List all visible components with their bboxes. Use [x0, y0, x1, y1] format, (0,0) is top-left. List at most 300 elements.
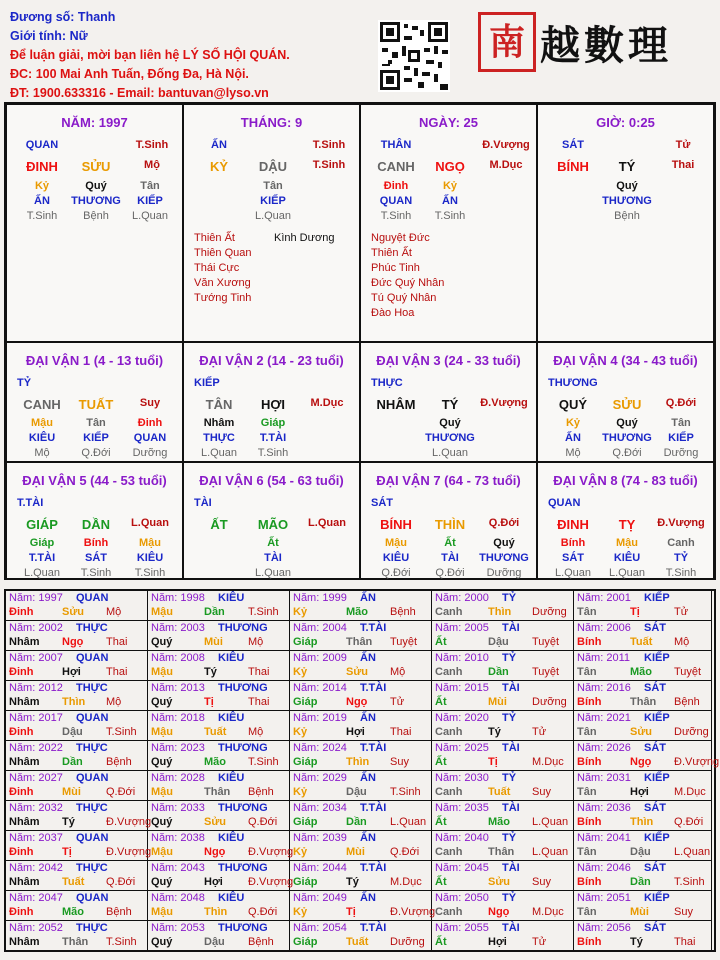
luck-hidden-god: SÁT — [562, 552, 584, 564]
year-branch: Dần — [630, 876, 651, 888]
year-label: Năm: 1997 — [9, 592, 63, 604]
year-phase: Dưỡng — [532, 606, 567, 618]
year-cell — [6, 801, 152, 831]
year-god: T.TÀI — [360, 922, 387, 934]
star-item: Tướng Tinh — [194, 292, 252, 304]
hidden-phase: L.Quan — [254, 210, 292, 222]
year-phase: Bệnh — [106, 756, 132, 768]
year-stem: Ất — [435, 756, 447, 768]
luck-hidden-god: KIẾP — [83, 432, 109, 444]
luck-god: TÀI — [194, 497, 212, 509]
luck-phase: Q.Đới — [488, 517, 520, 529]
year-stem: Canh — [435, 906, 463, 918]
luck-branch: TUẤT — [78, 397, 114, 412]
luck-hidden-phase: T.Sinh — [134, 567, 166, 579]
year-label: Năm: 2030 — [435, 772, 489, 784]
year-branch: Ngọ — [204, 846, 226, 858]
luck-hidden-stem: Bính — [560, 537, 586, 549]
luck-title: ĐẠI VẬN 7 (64 - 73 tuổi) — [376, 473, 521, 488]
year-phase: Mộ — [106, 696, 122, 708]
year-god: QUAN — [76, 712, 109, 724]
luck-hidden-phase: Q.Đới — [612, 447, 642, 459]
luck-hidden-god: TỶ — [673, 552, 689, 564]
luck-hidden-phase: Dưỡng — [486, 567, 522, 579]
year-branch: Mão — [346, 606, 368, 618]
year-label: Năm: 2021 — [577, 712, 631, 724]
year-stem: Canh — [435, 726, 463, 738]
year-label: Năm: 2022 — [9, 742, 63, 754]
year-stem: Bính — [577, 756, 602, 768]
luck-hidden-god: KIÊU — [28, 432, 56, 444]
year-stem: Bính — [577, 696, 602, 708]
year-label: Năm: 2017 — [9, 712, 63, 724]
year-cell — [290, 801, 432, 831]
year-label: Năm: 2047 — [9, 892, 63, 904]
year-cell — [290, 621, 432, 651]
year-label: Năm: 2046 — [577, 862, 631, 874]
year-branch: Mão — [630, 666, 652, 678]
year-stem: Mậu — [151, 906, 173, 918]
year-branch: Thân — [630, 696, 657, 708]
year-god: TỶ — [502, 892, 517, 904]
year-branch: Tị — [346, 906, 356, 918]
luck-hidden-phase: Q.Đới — [381, 567, 411, 579]
luck-hidden-stem: Quý — [439, 417, 461, 429]
luck-hidden-phase: Mộ — [34, 447, 50, 459]
year-label: Năm: 1999 — [293, 592, 347, 604]
year-branch: Thân — [204, 786, 231, 798]
year-label: Năm: 2031 — [577, 772, 631, 784]
year-cell — [290, 741, 432, 771]
year-label: Năm: 2019 — [293, 712, 347, 724]
year-label: Năm: 2037 — [9, 832, 63, 844]
pillar-cell — [360, 104, 537, 342]
year-stem: Canh — [435, 666, 463, 678]
year-label: Năm: 2038 — [151, 832, 205, 844]
year-cell — [574, 591, 712, 621]
year-cell — [148, 771, 290, 801]
year-stem: Nhâm — [9, 816, 40, 828]
year-branch: Ngọ — [630, 756, 652, 768]
year-god: QUAN — [76, 892, 109, 904]
year-god: KIẾP — [644, 892, 670, 904]
luck-title: ĐẠI VẬN 4 (34 - 43 tuổi) — [553, 353, 698, 368]
year-label: Năm: 2009 — [293, 652, 347, 664]
year-cell — [432, 771, 574, 801]
year-god: SÁT — [644, 742, 666, 754]
hidden-god: KIẾP — [137, 195, 163, 207]
year-branch: Sửu — [488, 876, 511, 888]
year-branch: Tuất — [204, 726, 227, 738]
year-branch: Thân — [488, 846, 515, 858]
year-god: TỶ — [502, 592, 517, 604]
luck-hidden-stem: Đinh — [137, 417, 163, 429]
year-stem: Giáp — [293, 816, 318, 828]
year-branch: Thân — [62, 936, 89, 948]
year-stem: Giáp — [293, 696, 318, 708]
year-cell — [574, 801, 712, 831]
year-label: Năm: 2040 — [435, 832, 489, 844]
luck-hidden-phase: Mộ — [565, 447, 581, 459]
year-stem: Bính — [577, 636, 602, 648]
luck-hidden-phase: L.Quan — [23, 567, 61, 579]
luck-hidden-stem: Ất — [267, 537, 279, 549]
year-stem: Nhâm — [9, 876, 40, 888]
year-god: ẤN — [360, 592, 376, 604]
year-phase: Tuyệt — [674, 666, 702, 678]
year-branch: Thìn — [630, 816, 654, 828]
year-god: QUAN — [76, 592, 109, 604]
year-branch: Dần — [62, 756, 83, 768]
year-god: TÀI — [502, 922, 520, 934]
year-stem: Ất — [435, 636, 447, 648]
year-stem: Tân — [577, 666, 597, 678]
year-god: KIẾP — [644, 592, 670, 604]
year-label: Năm: 2011 — [577, 652, 630, 664]
luck-god: KIẾP — [194, 377, 220, 389]
year-god: THƯƠNG — [218, 622, 268, 634]
year-cell — [6, 891, 148, 921]
year-cell — [574, 831, 712, 861]
qr-code-icon — [378, 20, 450, 92]
year-god: KIẾP — [644, 652, 670, 664]
year-stem: Mậu — [151, 786, 173, 798]
year-label: Năm: 2018 — [151, 712, 205, 724]
stars-list — [194, 231, 251, 306]
year-god: ẤN — [360, 772, 376, 784]
luck-hidden-stem: Ất — [444, 537, 456, 549]
year-god: QUAN — [76, 772, 109, 784]
year-branch: Thân — [346, 636, 373, 648]
star-item: Thiên Ất — [194, 232, 235, 244]
pillar-title: NGÀY: 25 — [419, 115, 478, 130]
luck-phase: Đ.Vượng — [480, 397, 528, 409]
luck-stem: QUÝ — [558, 397, 588, 412]
luck-cell — [183, 342, 360, 462]
brand-logo: 越數理 — [540, 22, 672, 69]
year-stem: Kỷ — [293, 666, 308, 678]
earthly-branch: TÝ — [618, 159, 636, 174]
luck-cell — [537, 462, 714, 580]
year-label: Năm: 2042 — [9, 862, 63, 874]
year-cell — [432, 921, 574, 951]
luck-title: ĐẠI VẬN 8 (74 - 83 tuổi) — [553, 473, 698, 488]
phone-email: ĐT: 1900.633316 - Email: bantuvan@lyso.vn — [10, 86, 269, 100]
year-stem: Quý — [151, 876, 173, 888]
year-phase: Đ.Vượng — [390, 906, 436, 918]
year-stem: Kỷ — [293, 606, 308, 618]
year-phase: Tuyệt — [532, 666, 560, 678]
year-god: THƯƠNG — [218, 802, 268, 814]
year-branch: Tị — [488, 756, 498, 768]
year-stem: Giáp — [293, 936, 318, 948]
star-item: Tú Quý Nhân — [371, 292, 437, 304]
year-stem: Canh — [435, 846, 463, 858]
year-phase: T.Sinh — [390, 786, 421, 798]
luck-hidden-phase: L.Quan — [254, 567, 292, 579]
luck-branch: SỬU — [612, 397, 642, 412]
year-stem: Kỷ — [293, 726, 308, 738]
year-god: TỶ — [502, 652, 517, 664]
star-item: Thái Cực — [194, 262, 240, 274]
luck-stem: GIÁP — [26, 517, 58, 532]
luck-phase: L.Quan — [131, 517, 169, 529]
luck-title: ĐẠI VẬN 2 (14 - 23 tuổi) — [199, 353, 344, 368]
year-phase: Mộ — [674, 636, 690, 648]
hidden-stem: Quý — [616, 180, 638, 192]
luck-hidden-god: THƯƠNG — [425, 432, 475, 444]
year-stem: Tân — [577, 726, 597, 738]
year-branch: Ngọ — [62, 636, 84, 648]
zhi-god: T.Sinh — [135, 139, 169, 151]
year-branch: Mùi — [62, 786, 81, 798]
year-phase: T.Sinh — [248, 606, 279, 618]
star-item: Phúc Tinh — [371, 262, 420, 274]
owner-name: Đương số: Thanh — [10, 10, 116, 24]
year-phase: Bệnh — [248, 936, 274, 948]
year-branch: Sửu — [346, 666, 369, 678]
pillar-title: NĂM: 1997 — [61, 115, 128, 130]
zhi-god: Đ.Vượng — [482, 139, 530, 151]
yearly-table — [4, 589, 720, 952]
luck-phase: Đ.Vượng — [657, 517, 705, 529]
luck-hidden-stem: Tân — [86, 417, 106, 429]
year-god: KIÊU — [218, 712, 245, 724]
year-cell — [148, 711, 290, 741]
year-label: Năm: 2020 — [435, 712, 489, 724]
luck-hidden-god: KIÊU — [136, 552, 164, 564]
year-label: Năm: 2044 — [293, 862, 347, 874]
year-phase: L.Quan — [532, 846, 569, 858]
year-cell — [574, 711, 712, 741]
year-cell — [148, 591, 290, 621]
year-branch: Dậu — [346, 786, 367, 798]
year-phase: T.Sinh — [248, 756, 279, 768]
address: ĐC: 100 Mai Anh Tuấn, Đống Đa, Hà Nội. — [10, 67, 249, 81]
year-stem: Quý — [151, 636, 173, 648]
year-phase: Đ.Vượng — [248, 846, 294, 858]
heavenly-stem: CANH — [377, 159, 415, 174]
year-stem: Kỷ — [293, 906, 308, 918]
year-label: Năm: 2029 — [293, 772, 347, 784]
year-phase: Tuyệt — [390, 636, 418, 648]
year-cell — [6, 831, 152, 861]
year-god: KIÊU — [218, 832, 245, 844]
year-cell — [290, 891, 436, 921]
year-stem: Bính — [577, 816, 602, 828]
luck-hidden-god: T.TÀI — [259, 432, 287, 444]
luck-branch: TỴ — [618, 517, 636, 532]
luck-god: THỰC — [371, 377, 403, 389]
year-label: Năm: 2008 — [151, 652, 205, 664]
year-label: Năm: 2006 — [577, 622, 631, 634]
luck-branch: THÌN — [434, 517, 466, 532]
year-branch: Mùi — [630, 906, 649, 918]
luck-hidden-god: ẤN — [565, 432, 581, 444]
hidden-god: ẤN — [34, 195, 50, 207]
year-god: THỰC — [76, 622, 108, 634]
year-god: TÀI — [502, 742, 520, 754]
year-god: KIẾP — [644, 712, 670, 724]
year-god: TỶ — [502, 832, 517, 844]
star-item: Đào Hoa — [371, 307, 415, 319]
year-cell — [574, 771, 712, 801]
year-phase: T.Sinh — [106, 726, 137, 738]
luck-hidden-stem: Tân — [671, 417, 691, 429]
year-phase: Q.Đới — [106, 786, 136, 798]
year-stem: Bính — [577, 876, 602, 888]
year-label: Năm: 2012 — [9, 682, 63, 694]
year-label: Năm: 2028 — [151, 772, 205, 784]
year-label: Năm: 2045 — [435, 862, 489, 874]
luck-hidden-stem: Nhâm — [203, 417, 235, 429]
luck-title: ĐẠI VẬN 5 (44 - 53 tuổi) — [22, 473, 167, 488]
year-phase: Suy — [674, 906, 693, 918]
year-branch: Tuất — [346, 936, 369, 948]
year-cell — [290, 651, 432, 681]
luck-hidden-stem: Bính — [83, 537, 109, 549]
year-branch: Dần — [488, 666, 509, 678]
luck-hidden-stem: Mậu — [616, 537, 638, 549]
year-branch: Tuất — [630, 636, 653, 648]
luck-hidden-phase: L.Quan — [608, 567, 646, 579]
year-cell — [432, 591, 574, 621]
year-label: Năm: 2004 — [293, 622, 347, 634]
year-cell — [432, 891, 574, 921]
pillar-cell — [6, 104, 183, 342]
year-cell — [290, 921, 432, 951]
year-label: Năm: 2034 — [293, 802, 347, 814]
pillar-cell — [183, 104, 360, 342]
year-label: Năm: 2036 — [577, 802, 631, 814]
year-cell — [290, 711, 432, 741]
year-phase: L.Quan — [674, 846, 711, 858]
hidden-stem: Kỷ — [442, 180, 458, 192]
earthly-branch: SỬU — [81, 159, 111, 174]
year-stem: Tân — [577, 606, 597, 618]
earthly-branch: NGỌ — [435, 159, 465, 174]
earthly-branch: DẬU — [258, 159, 288, 174]
year-phase: Đ.Vượng — [106, 846, 152, 858]
year-god: ẤN — [360, 652, 376, 664]
year-stem: Kỷ — [293, 846, 308, 858]
luck-hidden-phase: Q.Đới — [435, 567, 465, 579]
year-phase: Thai — [106, 666, 128, 678]
year-label: Năm: 2048 — [151, 892, 205, 904]
year-branch: Thìn — [346, 756, 370, 768]
luck-hidden-stem: Mậu — [385, 537, 407, 549]
year-phase: T.Sinh — [674, 876, 705, 888]
gan-god: QUAN — [25, 139, 59, 151]
year-stem: Nhâm — [9, 936, 40, 948]
year-branch: Sửu — [630, 726, 653, 738]
year-god: T.TÀI — [360, 862, 387, 874]
hidden-phase: T.Sinh — [26, 210, 58, 222]
year-phase: Thai — [248, 696, 270, 708]
bazi-grid — [4, 102, 716, 580]
year-god: QUAN — [76, 832, 109, 844]
year-cell — [6, 861, 148, 891]
luck-stem: ĐINH — [557, 517, 589, 532]
year-label: Năm: 2035 — [435, 802, 489, 814]
luck-hidden-god: KIÊU — [613, 552, 641, 564]
luck-hidden-stem: Mậu — [31, 417, 53, 429]
year-cell — [432, 621, 574, 651]
year-cell — [432, 831, 574, 861]
pillar-cell — [537, 104, 714, 342]
year-stem: Giáp — [293, 876, 318, 888]
year-stem: Tân — [577, 786, 597, 798]
gan-god: SÁT — [562, 139, 584, 151]
hidden-stem: Đinh — [383, 180, 409, 192]
year-branch: Hợi — [346, 726, 365, 738]
year-god: KIẾP — [644, 772, 670, 784]
year-cell — [6, 771, 148, 801]
year-label: Năm: 2025 — [435, 742, 489, 754]
year-phase: Dưỡng — [532, 696, 567, 708]
year-god: THỰC — [76, 682, 108, 694]
luck-hidden-god: KIẾP — [668, 432, 694, 444]
luck-cell — [6, 342, 183, 462]
luck-hidden-phase: T.Sinh — [80, 567, 112, 579]
year-branch: Ngọ — [488, 906, 510, 918]
year-phase: Dưỡng — [674, 726, 709, 738]
year-god: ẤN — [360, 892, 376, 904]
hidden-phase: T.Sinh — [434, 210, 466, 222]
luck-cell — [360, 342, 537, 462]
luck-phase: M.Dục — [310, 397, 344, 409]
year-label: Năm: 2014 — [293, 682, 347, 694]
heavenly-stem: KỶ — [209, 159, 229, 174]
year-branch: Tị — [62, 846, 72, 858]
year-branch: Sửu — [204, 816, 227, 828]
year-phase: Thai — [674, 936, 696, 948]
seal-stamp: 南 — [478, 12, 536, 72]
year-stem: Mậu — [151, 666, 173, 678]
year-cell — [148, 801, 290, 831]
phase: Thai — [671, 159, 695, 171]
year-label: Năm: 2010 — [435, 652, 489, 664]
luck-hidden-stem: Giáp — [29, 537, 55, 549]
year-god: TÀI — [502, 622, 520, 634]
year-god: ẤN — [360, 712, 376, 724]
year-phase: Suy — [532, 786, 551, 798]
year-cell — [574, 891, 712, 921]
luck-hidden-stem: Quý — [493, 537, 515, 549]
year-label: Năm: 2043 — [151, 862, 205, 874]
year-phase: T.Sinh — [106, 936, 137, 948]
year-cell — [432, 711, 574, 741]
year-god: KIÊU — [218, 652, 245, 664]
year-phase: Bệnh — [390, 606, 416, 618]
hidden-god: THƯƠNG — [602, 195, 652, 207]
chart-header — [10, 8, 370, 103]
year-phase: Suy — [532, 876, 551, 888]
luck-hidden-phase: Dưỡng — [132, 447, 168, 459]
year-god: KIÊU — [218, 892, 245, 904]
year-branch: Sửu — [62, 606, 85, 618]
year-stem: Kỷ — [293, 786, 308, 798]
year-stem: Bính — [577, 936, 602, 948]
heavenly-stem: BÍNH — [557, 159, 589, 174]
year-cell — [148, 681, 290, 711]
year-stem: Canh — [435, 786, 463, 798]
luck-hidden-stem: Quý — [616, 417, 638, 429]
year-phase: Đ.Vượng — [248, 876, 294, 888]
year-phase: Thai — [248, 666, 270, 678]
luck-god: QUAN — [548, 497, 581, 509]
year-stem: Ất — [435, 876, 447, 888]
